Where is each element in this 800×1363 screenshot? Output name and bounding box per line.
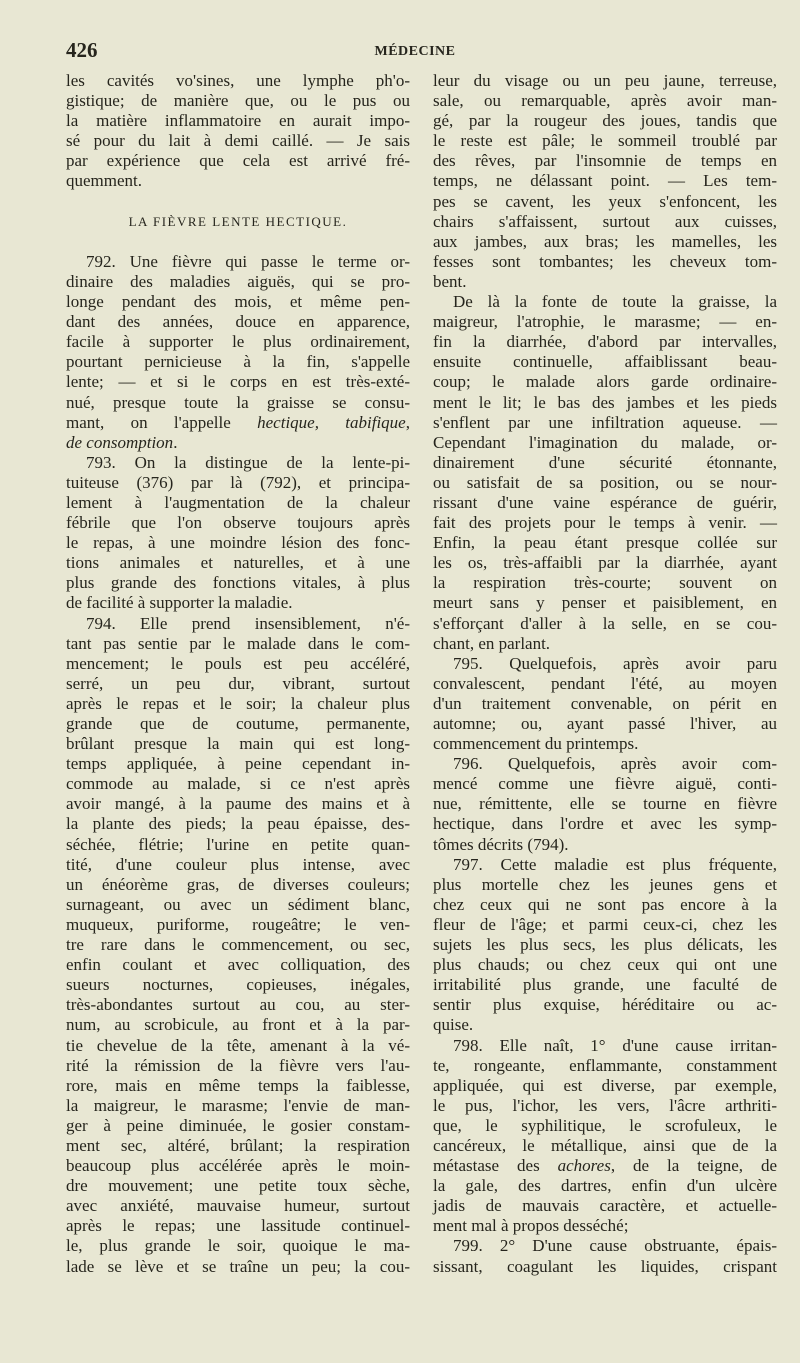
italic-term: achores <box>557 1156 611 1176</box>
text-line: irritabilité plus grande, une faculté de <box>433 975 777 995</box>
text-line: jadis de mauvais caractère, et actuelle- <box>433 1196 777 1216</box>
paragraph <box>66 453 410 614</box>
text-line: 793. On la distingue de la lente-pi- <box>86 452 410 472</box>
text-line: enfin coulant et avec colliquation, des <box>66 955 410 975</box>
text-line: lement à l'augmentation de la chaleur <box>66 492 410 512</box>
text-line: ou satisfait de sa position, ou se nour- <box>433 472 777 492</box>
text-line: num, au scrobicule, au front et à la par- <box>66 1015 410 1035</box>
text-line: ensuite continuelle, affaiblissant beau- <box>433 352 777 372</box>
text-line: tie chevelue de la tête, amenant à la vé- <box>66 1035 410 1055</box>
text-line: après le repas et le soir; la chaleur plus <box>66 693 410 713</box>
text-line: rité la rémission de la fièvre vers l'au- <box>66 1055 410 1075</box>
text-line: appliquée, qui est diverse, par exemple, <box>433 1075 777 1095</box>
text-line: sueurs nocturnes, copieuses, inégales, <box>66 975 410 995</box>
text-line: nue, rémittente, elle se tourne en fièvre <box>433 794 777 814</box>
text-line: meurt sans y penser et paisiblement, en <box>433 593 777 613</box>
text-line: leur du visage ou un peu jaune, terreuse, <box>433 71 777 90</box>
text-line: nué, presque toute la graisse se consu- <box>66 392 410 412</box>
text-line: pourtant pernicieuse à la fin, s'appelle <box>66 352 410 372</box>
paragraph <box>433 292 777 654</box>
text-span: métastase des <box>433 1156 558 1176</box>
text-line: surnageant, ou avec un sédiment blanc, <box>66 894 410 914</box>
text-line: grande que de coutume, permanente, <box>66 714 410 734</box>
text-line: plus mortelle chez les jeunes gens et <box>433 874 777 894</box>
text-line: dinaire des maladies aiguës, qui se pro- <box>66 271 410 291</box>
text-line: brûlant presque la main qui est long- <box>66 734 410 754</box>
text-line: quise. <box>433 1015 474 1035</box>
text-line: commencement du printemps. <box>433 734 639 754</box>
paragraph <box>433 1236 777 1276</box>
running-title: MÉDECINE <box>374 44 456 59</box>
text-line <box>66 433 410 453</box>
text-line: séchée, flétrie; l'urine en petite quan- <box>66 834 410 854</box>
text-span: mant, on l'appelle <box>66 412 258 432</box>
text-line: s'efforçant d'aller à la selle, en se cou- <box>433 613 777 633</box>
text-line: dant des années, douce en apparence, <box>66 312 410 332</box>
text-line: chairs s'affaissent, surtout aux cuisses, <box>433 211 777 231</box>
text-line: pes se cavent, les yeux s'enfoncent, les <box>433 191 777 211</box>
text-line: fin la diarrhée, d'abord par intervalles, <box>433 332 777 352</box>
text-line: temps appliquée, à peine cependant in- <box>66 754 410 774</box>
text-line: ment le lit; le bas des jambes et les pieds <box>433 392 777 412</box>
paragraph <box>66 71 410 192</box>
text-line: maigreur, l'atrophie, le marasme; — en- <box>433 312 777 332</box>
text-line: coup; le malade alors garde ordinaire- <box>433 372 777 392</box>
text-line: dre mouvement; une petite toux sèche, <box>66 1176 410 1196</box>
text-line: De là la fonte de toute la graisse, la <box>453 292 777 312</box>
text-line: ment mal à propos desséché; <box>433 1216 629 1236</box>
text-line: le reste est pâle; le sommeil troublé par <box>433 131 777 151</box>
text-line: chez ceux qui ne sont pas encore à la <box>433 894 777 914</box>
text-line: Enfin, la peau étant presque collée sur <box>433 533 777 553</box>
text-line: ger à peine diminuée, le gosier constam- <box>66 1115 410 1135</box>
text-line <box>433 1156 777 1176</box>
text-line: la respiration très-courte; souvent on <box>433 573 777 593</box>
text-line: lente; — et si le corps en est très-exté- <box>66 372 410 392</box>
text-line: 794. Elle prend insensiblement, n'é- <box>86 613 410 633</box>
text-line: tions animales et naturelles, et à une <box>66 553 410 573</box>
text-line: tant pas sentie par le malade dans le com- <box>66 633 410 653</box>
text-line: quemment. <box>66 171 143 191</box>
text-line: de facilité à supporter la maladie. <box>66 593 293 613</box>
right-column <box>433 71 777 1277</box>
text-line: lade se lève et se traîne un peu; la cou- <box>66 1256 410 1276</box>
paragraph <box>433 754 777 854</box>
text-line: 796. Quelquefois, après avoir com- <box>453 754 777 774</box>
text-line: sé pour du lait à demi caillé. — Je sais <box>66 131 410 151</box>
text-line: ment sec, altéré, brûlant; la respiration <box>66 1135 410 1155</box>
text-line: le pus, l'ichor, les vers, l'âcre arthriti- <box>433 1095 777 1115</box>
text-line: fesses sont tombantes; les cheveux tom- <box>433 251 777 271</box>
paragraph <box>433 654 777 754</box>
text-line: Cependant l'imagination du malade, or- <box>433 432 777 452</box>
text-line: bent. <box>433 271 467 291</box>
text-line: convalescent, pendant l'été, au moyen <box>433 673 777 693</box>
paragraph <box>433 71 777 292</box>
text-line: cancéreux, le métallique, ainsi que de la <box>433 1135 777 1155</box>
text-line: s'enflent par une infiltration aqueuse. — <box>433 412 777 432</box>
text-line: les os, très-affaibli par la diarrhée, ayant <box>433 553 777 573</box>
text-line: aux jambes, aux bras; les mamelles, les <box>433 231 777 251</box>
text-line: un énéorème gras, de diverses couleurs; <box>66 874 410 894</box>
italic-term: hectique, tabifique <box>257 412 406 432</box>
text-line: sissant, coagulant les liquides, crispant <box>433 1256 777 1276</box>
paragraph <box>66 252 410 453</box>
text-span: , de la teigne, de <box>610 1156 777 1176</box>
text-line: sale, ou remarquable, après avoir man- <box>433 91 777 111</box>
text-line: le repas, à une moindre lésion des fonc- <box>66 533 410 553</box>
text-line: hectique, dans l'ordre et avec les symp- <box>433 814 777 834</box>
text-line: sujets les plus secs, les plus délicats, les <box>433 935 777 955</box>
text-span: . <box>173 432 178 452</box>
section-heading: LA FIÈVRE LENTE HECTIQUE. <box>128 213 348 229</box>
text-line: plus chauds; ou chez ceux qui ont une <box>433 955 777 975</box>
text-line: sentir plus exquise, héréditaire ou ac- <box>433 995 777 1015</box>
text-line: mencement; le pouls est peu accéléré, <box>66 653 410 673</box>
text-line: les cavités vo'sines, une lymphe ph'o- <box>66 71 410 90</box>
text-line: te, rongeante, enflammante, constamment <box>433 1055 777 1075</box>
text-line: mencé comme une fièvre aiguë, conti- <box>433 774 777 794</box>
text-line: très-abondantes surtout au cou, au ster- <box>66 995 410 1015</box>
text-line: commode au malade, si ce n'est après <box>66 774 410 794</box>
text-line: gistique; de manière que, ou le pus ou <box>66 91 410 111</box>
text-line: avoir mangé, à la paume des mains et à <box>66 794 410 814</box>
text-line: par expérience que cela est arrivé fré- <box>66 151 410 171</box>
text-line: gé, par la rougeur des joues, tandis que <box>433 111 777 131</box>
text-line: d'un traitement convenable, on périt en <box>433 693 777 713</box>
text-line: longe pendant des mois, et même pen- <box>66 292 410 312</box>
text-line: 795. Quelquefois, après avoir paru <box>453 653 777 673</box>
paragraph <box>433 1036 777 1237</box>
text-line: que, le syphilitique, le scrofuleux, le <box>433 1115 777 1135</box>
paragraph <box>433 855 777 1036</box>
text-span: , <box>405 412 410 432</box>
text-line: dinairement d'une sécurité étonnante, <box>433 452 777 472</box>
text-line: 792. Une fièvre qui passe le terme or- <box>86 251 410 271</box>
left-column <box>66 71 410 1277</box>
text-line: 797. Cette maladie est plus fréquente, <box>453 854 777 874</box>
text-line: la matière inflammatoire en aurait impo- <box>66 111 410 131</box>
text-line: serré, un peu dur, vibrant, surtout <box>66 673 410 693</box>
text-line: fébrile que l'on observe toujours après <box>66 513 410 533</box>
text-line: la plante des pieds; la peau épaisse, des- <box>66 814 410 834</box>
text-line: fait des projets pour le temps à venir. — <box>433 513 777 533</box>
text-line: facile à supporter le plus ordinairement, <box>66 332 410 352</box>
text-line: fleur de l'âge; et parmi ceux-ci, chez les <box>433 914 777 934</box>
text-line: tre rare dans le commencement, ou sec, <box>66 935 410 955</box>
text-line: avec anxiété, mauvaise humeur, surtout <box>66 1196 410 1216</box>
text-line: après le repas; une lassitude continuel- <box>66 1216 410 1236</box>
text-line: chant, en parlant. <box>433 633 551 653</box>
text-line: rore, mais en même temps la faiblesse, <box>66 1075 410 1095</box>
page-number: 426 <box>66 38 98 62</box>
text-line: tômes décrits (794). <box>433 834 569 854</box>
text-line: plus grande des fonctions vitales, à plus <box>66 573 410 593</box>
text-line: 799. 2° D'une cause obstruante, épais- <box>453 1236 777 1256</box>
text-line: rissant d'une vaine espérance de guérir, <box>433 492 777 512</box>
text-line: 798. Elle naît, 1° d'une cause irritan- <box>453 1035 777 1055</box>
text-line: des rêves, par l'insomnie de temps en <box>433 151 777 171</box>
italic-term: de consomption <box>66 432 174 452</box>
text-line: temps, ne délassant point. — Les tem- <box>433 171 777 191</box>
paragraph <box>66 614 410 1277</box>
text-line <box>66 413 410 433</box>
text-line: tuiteuse (376) par là (792), et principa- <box>66 472 410 492</box>
text-line: automne; ou, ayant passé l'hiver, au <box>433 714 777 733</box>
text-line: la gale, des dartres, enfin d'un ulcère <box>433 1176 777 1196</box>
text-line: la maigreur, le marasme; l'envie de man- <box>66 1095 410 1115</box>
text-line: le, plus grande le soir, quoique le ma- <box>66 1236 410 1256</box>
text-line: beaucoup plus accélérée après le moin- <box>66 1156 410 1176</box>
text-line: tité, d'une couleur plus intense, avec <box>66 854 410 874</box>
text-line: muqueux, puriforme, rougeâtre; le ven- <box>66 914 410 934</box>
